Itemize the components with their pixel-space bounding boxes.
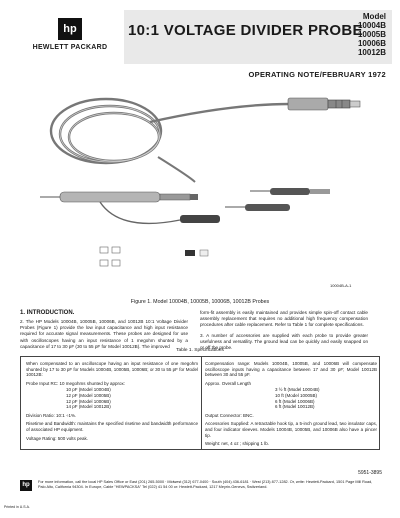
bnc-connector — [288, 98, 360, 110]
company-logo — [22, 18, 118, 58]
intro-paragraph: 3. A number of accessories are supplied with each probe to provide greater usefulness and versatility. The ground lead can be quickly and easily snapped on or off the probe. — [200, 332, 368, 351]
model-item: 10004B — [357, 21, 386, 30]
spec-value: 6 ft (Model 10006B) — [275, 398, 315, 404]
table-divider — [201, 357, 202, 449]
spec-compensation-range: Compensation range: Models 10004B, 10005B, and 10006B will compensate oscilloscope inputs having a capacitance between 17 and 30 pF; Model 10012B between 30 and 55 pF. — [205, 361, 377, 378]
document-code: 5951-3895 — [358, 470, 382, 476]
footer — [20, 480, 380, 508]
intro-paragraph: form-fit assembly is easily maintained and provides simple spin-off contact cable assembly replacement that requires no additional high frequency compensation procedures after cable replacement. Refer to Table 1 for complete specifications. — [200, 310, 368, 328]
spec-risetime: Risetime and Bandwidth: maintains the specified risetime and bandwidth performance of associated HP equipment. — [26, 421, 198, 432]
table-title: Table 1. Specifications — [176, 348, 224, 353]
model-list — [358, 12, 386, 57]
model-item: 10006B — [357, 39, 386, 48]
document-title: 10:1 VOLTAGE DIVIDER PROBE — [128, 22, 363, 39]
spec-weight: Weight: net, 4 oz ; shipping 1 lb. — [205, 441, 269, 447]
spec-compensation: When compensated to an oscilloscope having an input resistance of one megohm shunted by 17 to 30 pF for Models 10004B, 10005B, 10006B; or 30 to 55 pF for Model 10012B: — [26, 361, 198, 378]
hp-logo-icon: hp — [20, 480, 32, 491]
cable-lead — [158, 157, 195, 182]
cable-highlight — [60, 106, 160, 162]
probe-illustration — [40, 82, 370, 292]
spec-value: 12 pF (Model 10006B) — [66, 398, 111, 404]
spec-division: Division Ratio: 10:1 ÷1%. — [26, 412, 77, 418]
spec-length-label: Approx. Overall Length — [205, 380, 252, 386]
spec-connector: Output Connector: BNC. — [205, 412, 254, 418]
model-item: 10012B — [357, 48, 386, 57]
coiled-cable — [51, 99, 161, 163]
figure-code: 10004B-A-1 — [330, 283, 352, 288]
probe-body — [40, 192, 198, 202]
spec-value: 6 ft (Model 10012B) — [275, 404, 315, 410]
cable-run — [150, 104, 290, 122]
model-label: Model — [362, 12, 386, 21]
model-item: 10005B — [357, 30, 386, 39]
spec-length-values — [205, 387, 377, 409]
spec-value: 3 ½ ft (Model 10004B) — [275, 387, 320, 393]
print-code: Printed in U.S.A. — [4, 505, 30, 509]
insulator-caps — [185, 250, 208, 256]
intro-paragraph: 2. The HP Models 10004B, 10005B, 10006B, and 10012B 10:1 Voltage Divider Probes (Figure 1) provide the low input capacitance and high input resistance required for accurate signal measurements. These probes are designed for use with oscilloscopes having an input resistance of 1 megohm shunted by a capacitance of 17 to 30 pF (30 to 55 pF for Model 10012B). The improved — [20, 319, 188, 349]
pincer-tip — [225, 204, 290, 211]
figure-caption: Figure 1. Model 10004B, 10005B, 10006B, 10012B Probes — [130, 299, 270, 305]
spec-input-label: Probe Input RC: 10 megohms shunted by approx: — [26, 380, 126, 386]
specifications-table — [20, 356, 380, 450]
hook-tip — [250, 188, 330, 195]
spec-value: 10 ft (Model 10005B) — [275, 392, 318, 398]
spec-voltage: Voltage Rating: 500 volts peak. — [26, 435, 89, 441]
footer-contact-text: For more information, call the local HP Sales Office or East (201) 265-5000 · Midwest (312) 677-0400 · South (404) 436-6181 · West (213) 877-1282. Or, write: Hewlett-Packard, 1501 Page Mill Road, Palo Alto, California 94304. In Europe, Cable "HEWPACKSA" Tel (022) 41 54 00 or: Hewlett-Packard, 1217 Meyrin-Geneva, Switzerland. — [38, 480, 373, 489]
spec-column-right — [205, 361, 377, 450]
spec-input-values — [26, 387, 198, 409]
operating-note: OPERATING NOTE/FEBRUARY 1972 — [248, 70, 386, 79]
intro-column-right — [200, 310, 368, 351]
title-block — [124, 10, 392, 64]
spec-accessories: Accessories Supplied: A retractable hook tip, a 5-inch ground lead, two insulator caps, and four indicator sleeves. Models 10004B, 10005B, and 10006B also have a pincer tip. — [205, 421, 377, 438]
document-header — [18, 10, 392, 64]
ground-lead — [100, 202, 220, 223]
intro-column-left — [20, 310, 188, 350]
hp-logo-icon: hp — [58, 18, 82, 40]
section-heading: 1. INTRODUCTION. — [20, 310, 75, 316]
spec-column-left — [26, 361, 198, 444]
spec-value: 10 pF (Model 10004B) — [66, 387, 111, 393]
spec-value: 14 pF (Model 10012B) — [66, 404, 111, 410]
company-name: HEWLETT PACKARD — [32, 44, 108, 51]
spec-value: 12 pF (Model 10005B) — [66, 392, 111, 398]
indicator-sleeves — [100, 247, 120, 266]
